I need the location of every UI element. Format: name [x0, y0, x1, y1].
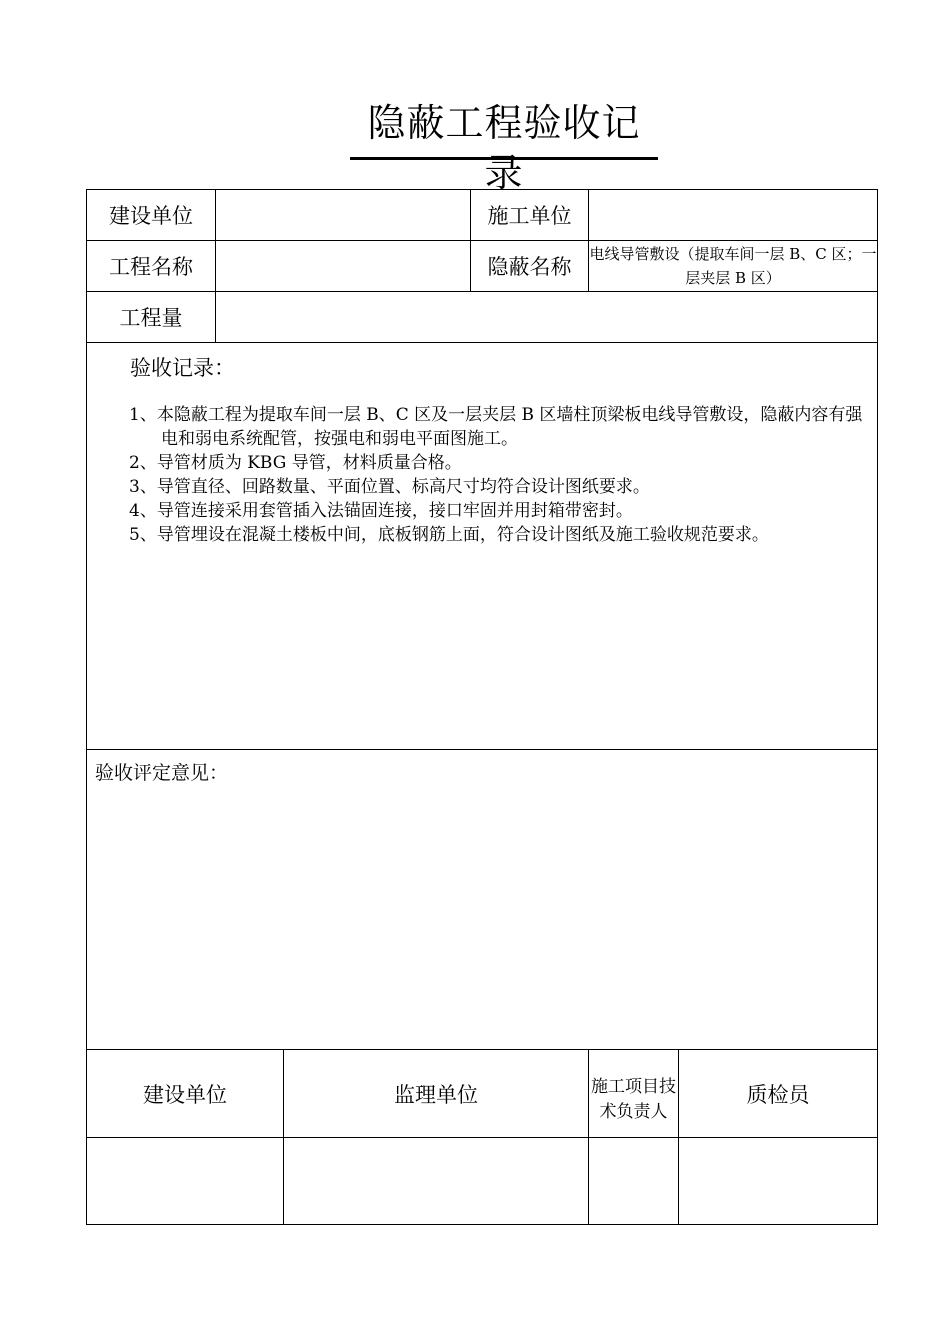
- opinion-heading: 验收评定意见：: [95, 762, 229, 784]
- construct-unit-value[interactable]: [589, 190, 878, 241]
- acceptance-form-table: [86, 189, 878, 1225]
- record-item: 1、本隐蔽工程为提取车间一层 B、C 区及一层夹层 B 区墙柱顶梁板电线导管敷设，隐蔽内容有强电和弱电系统配管，按强电和弱电平面图施工。: [129, 405, 863, 449]
- sign-build-unit-label: 建设单位: [87, 1050, 284, 1138]
- quantity-value[interactable]: [216, 292, 878, 343]
- row-opinion: [87, 750, 878, 1050]
- sign-inspector-value[interactable]: [679, 1138, 878, 1225]
- sign-tech-lead-value[interactable]: [589, 1138, 679, 1225]
- record-item: 2、导管材质为 KBG 导管，材料质量合格。: [129, 453, 462, 473]
- sign-supervision-unit-value[interactable]: [284, 1138, 589, 1225]
- build-unit-value[interactable]: [216, 190, 471, 241]
- record-item: 5、导管埋设在混凝土楼板中间，底板钢筋上面，符合设计图纸及施工验收规范要求。: [129, 525, 769, 545]
- record-item: 4、导管连接采用套管插入法锚固连接，接口牢固并用封箱带密封。: [129, 501, 633, 521]
- construct-unit-label: 施工单位: [471, 190, 589, 241]
- row-units: [87, 190, 878, 241]
- page-title: 隐蔽工程验收记录: [367, 101, 641, 195]
- row-signature-values: [87, 1138, 878, 1225]
- sign-supervision-unit-label: 监理单位: [284, 1050, 589, 1138]
- row-quantity: [87, 292, 878, 343]
- opinion-cell[interactable]: [87, 750, 878, 1050]
- build-unit-label: 建设单位: [87, 190, 216, 241]
- record-heading: 验收记录：: [130, 356, 235, 380]
- sign-build-unit-value[interactable]: [87, 1138, 284, 1225]
- row-signature-labels: [87, 1050, 878, 1138]
- record-cell: [87, 343, 878, 750]
- quantity-label: 工程量: [87, 292, 216, 343]
- title-underline: [350, 157, 658, 160]
- record-list: [87, 403, 877, 547]
- sign-inspector-label: 质检员: [679, 1050, 878, 1138]
- concealed-name-value[interactable]: 电线导管敷设（提取车间一层 B、C 区；一层夹层 B 区）: [589, 241, 878, 292]
- sign-tech-lead-label: 施工项目技术负责人: [589, 1050, 679, 1138]
- row-project: [87, 241, 878, 292]
- row-record: [87, 343, 878, 750]
- record-item: 3、导管直径、回路数量、平面位置、标高尺寸均符合设计图纸要求。: [129, 477, 650, 497]
- project-name-label: 工程名称: [87, 241, 216, 292]
- concealed-name-label: 隐蔽名称: [471, 241, 589, 292]
- project-name-value[interactable]: [216, 241, 471, 292]
